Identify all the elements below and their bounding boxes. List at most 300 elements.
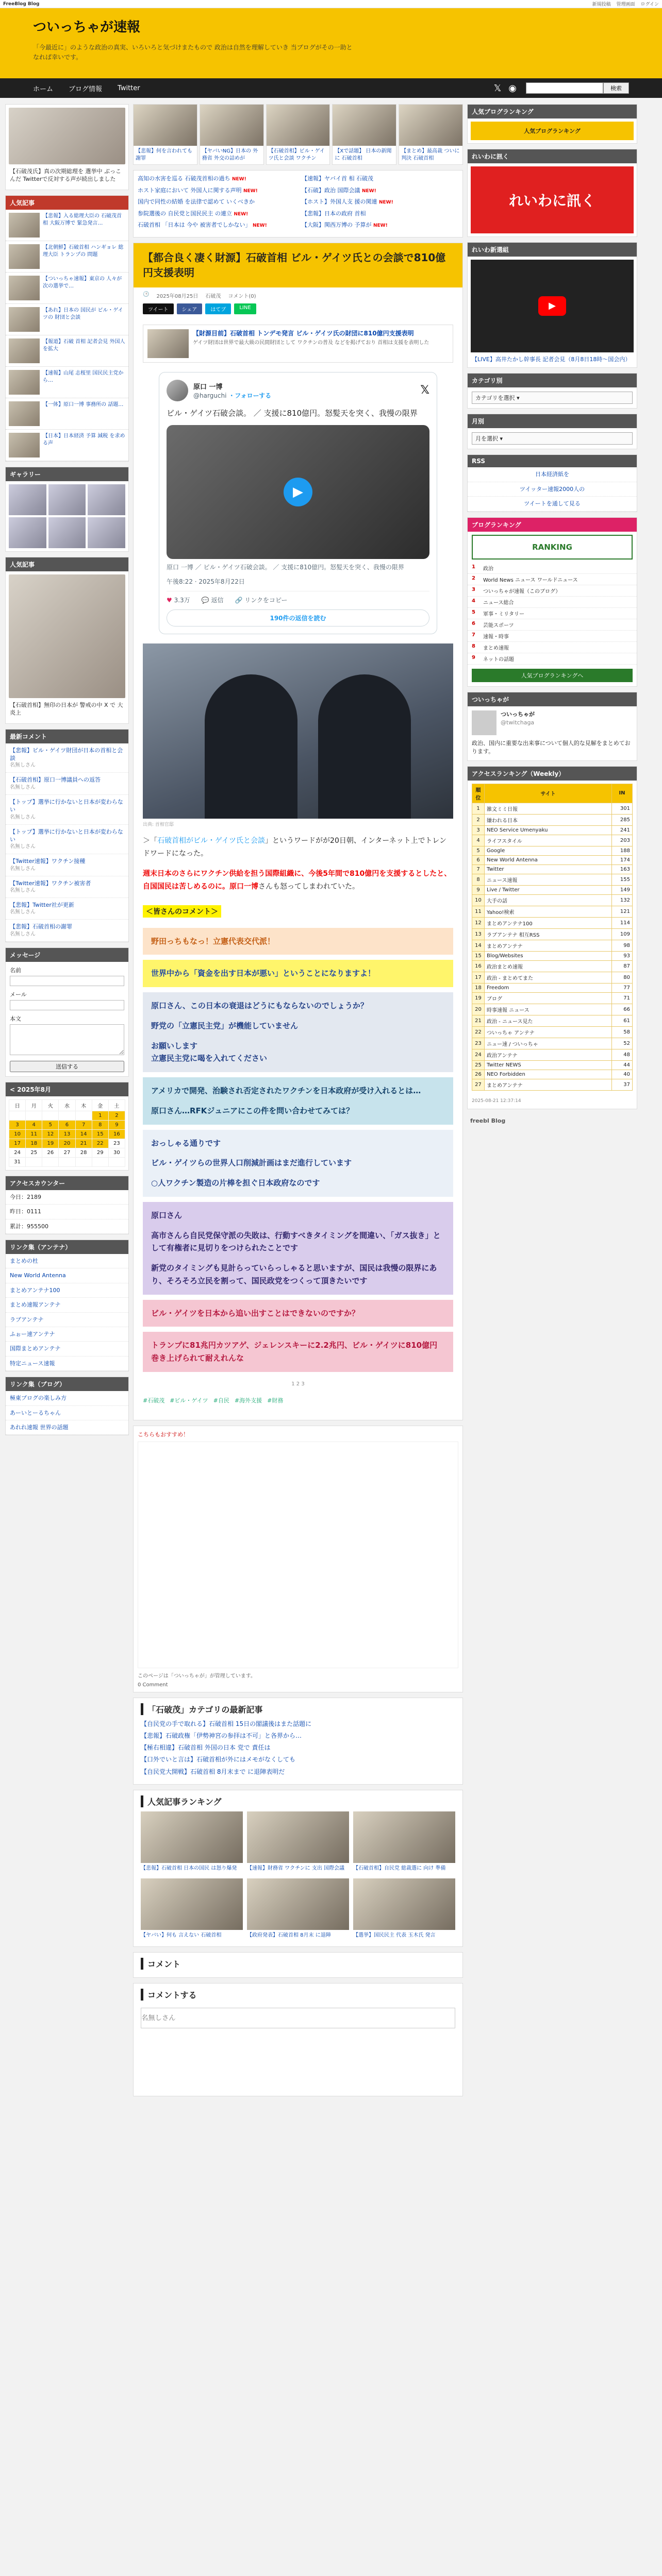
in-cell: 40 xyxy=(612,1070,633,1079)
news-item[interactable] xyxy=(302,198,458,207)
cal-day[interactable]: 19 xyxy=(42,1139,59,1148)
follow-button[interactable]: ・フォローする xyxy=(228,392,272,399)
cal-day[interactable]: 3 xyxy=(9,1120,26,1129)
ranking-row[interactable] xyxy=(468,574,637,585)
tweet-handle[interactable]: @harguchi xyxy=(193,392,227,399)
article xyxy=(133,243,463,1420)
table-row[interactable] xyxy=(472,917,633,928)
news-item[interactable] xyxy=(138,210,294,218)
in-cell: 71 xyxy=(612,992,633,1004)
comment-title: 【Twitter速報】ワクチン接種 xyxy=(10,858,86,865)
cal-day[interactable]: 14 xyxy=(75,1129,92,1139)
news-item[interactable] xyxy=(302,210,458,218)
email-field[interactable] xyxy=(10,1000,124,1010)
grid-article-title: 【悲報】何を言われても 謝罪 xyxy=(136,148,192,161)
comment-count[interactable]: 0 Comment xyxy=(138,1682,168,1688)
gallery-image[interactable] xyxy=(9,517,46,548)
cal-day[interactable]: 15 xyxy=(92,1129,108,1139)
toolbar-admin[interactable]: 管理画面 xyxy=(616,2,635,7)
popular-article[interactable] xyxy=(353,1878,455,1941)
search-button[interactable]: 検索 xyxy=(603,82,629,94)
cal-day xyxy=(42,1157,59,1166)
cal-day: 31 xyxy=(9,1157,26,1166)
cal-day[interactable]: 4 xyxy=(26,1120,42,1129)
chevron-down-icon: ▾ xyxy=(517,395,520,402)
site-cell: Blog/Websites xyxy=(485,951,612,960)
tag[interactable]: #石破茂 xyxy=(143,1397,165,1404)
thumbnail-image xyxy=(134,105,197,146)
col-header: サイト xyxy=(485,784,612,803)
cal-day[interactable]: 20 xyxy=(59,1139,75,1148)
in-cell: 52 xyxy=(612,1038,633,1049)
ranking-button[interactable]: 人気ブログランキングへ xyxy=(472,669,633,682)
access-counter-box xyxy=(5,1176,129,1234)
read-replies-button[interactable]: 190件の返信を読む xyxy=(167,609,429,626)
nav-blog-info[interactable]: ブログ情報 xyxy=(69,85,103,93)
grid-article[interactable] xyxy=(133,104,197,165)
search-input[interactable] xyxy=(526,82,603,94)
popular-grid xyxy=(141,1811,455,1941)
site-cell: Google xyxy=(485,846,612,855)
tweet-timestamp[interactable]: 午後8:22 · 2025年8月22日 xyxy=(167,578,245,585)
rank-number: 3 xyxy=(472,586,475,592)
blog-service-logo[interactable]: FreeBlog Blog xyxy=(3,1,40,7)
category-select-value: カテゴリを選択 xyxy=(475,395,515,402)
cal-day[interactable]: 11 xyxy=(26,1129,42,1139)
comment-line: 新党のタイミングも見計らっていらっしゃると思いますが、国民は我慢の限界にあり、そろそろ立民を割って、国民政党をつくって頂きたいです xyxy=(151,1263,437,1285)
gallery-image[interactable] xyxy=(88,484,125,515)
article-comment-count[interactable]: コメント(0) xyxy=(228,293,256,299)
share-x-button[interactable]: ツイート xyxy=(143,303,174,314)
thumbnail-image xyxy=(9,370,40,395)
toolbar-new-post[interactable]: 新規投稿 xyxy=(592,2,611,7)
gallery-image[interactable] xyxy=(9,484,46,515)
reiwa-box xyxy=(467,149,637,237)
rank-cell: 17 xyxy=(472,972,485,983)
rank-cell: 16 xyxy=(472,960,485,972)
site-cell: Freedom xyxy=(485,983,612,992)
cal-day xyxy=(75,1111,92,1120)
lead2-rest: を担う国際組織に、今後5年間で810億円を支援するとしたと、自国国民は苦しめるのに。 xyxy=(143,870,452,891)
news-item[interactable] xyxy=(138,187,294,195)
grid-article[interactable] xyxy=(266,104,330,165)
comment-user: 名無しさん xyxy=(10,909,36,916)
popular-article[interactable] xyxy=(247,1878,349,1941)
ranking-logo[interactable]: RANKING xyxy=(472,535,633,560)
in-cell: 61 xyxy=(612,1015,633,1026)
table-row[interactable] xyxy=(472,906,633,917)
thumbnail-image xyxy=(247,1811,349,1863)
grid-article[interactable] xyxy=(200,104,264,165)
nav-home[interactable]: ホーム xyxy=(33,85,54,93)
top-article-grid xyxy=(133,104,463,165)
blog-link[interactable]: 極東ブログの楽しみ方 xyxy=(6,1391,128,1405)
body-field[interactable] xyxy=(10,1024,124,1055)
antenna-link[interactable]: まとめの杜 xyxy=(6,1254,128,1268)
table-row[interactable] xyxy=(472,960,633,972)
news-item-title: ホスト家庭において 外国人に関する声明 xyxy=(138,187,242,194)
col-header: IN xyxy=(612,784,633,803)
cal-day[interactable]: 7 xyxy=(75,1120,92,1129)
tag[interactable]: #財務 xyxy=(267,1397,284,1404)
blog-link[interactable]: あれれ速報 世界の話題 xyxy=(6,1420,128,1435)
new-badge: NEW! xyxy=(373,223,388,228)
thumbnail-image xyxy=(353,1878,455,1930)
x-icon[interactable]: 𝕏 xyxy=(493,82,502,94)
share-hatena-button[interactable]: はてブ xyxy=(205,303,231,314)
table-row[interactable] xyxy=(472,835,633,846)
tag[interactable]: #海外支援 xyxy=(234,1397,262,1404)
popular2-box xyxy=(5,557,129,724)
table-row[interactable] xyxy=(472,1038,633,1049)
table-row[interactable] xyxy=(472,1060,633,1070)
profile-handle[interactable]: @twitchaga xyxy=(501,719,535,726)
table-row[interactable] xyxy=(472,972,633,983)
avatar[interactable] xyxy=(167,380,188,401)
grid-article-title: 【Xで話題】 日本の新聞に 石破首相 xyxy=(335,148,392,161)
rank-number: 6 xyxy=(472,620,475,626)
comment-link[interactable] xyxy=(6,898,128,920)
ranking-row[interactable] xyxy=(468,585,637,597)
in-cell: 188 xyxy=(612,846,633,855)
in-cell: 301 xyxy=(612,803,633,814)
tweet-video[interactable] xyxy=(167,425,429,559)
comment-line: 原口さん…RFKジュニアにこの件を問い合わせてみては？ xyxy=(151,1106,354,1115)
table-row[interactable] xyxy=(472,855,633,865)
comment-link[interactable] xyxy=(6,743,128,773)
table-row[interactable] xyxy=(472,1004,633,1015)
blog-ranking-box xyxy=(467,517,637,687)
photo-caption: 出典: 首相官邸 xyxy=(143,822,174,827)
comment-title: 【トップ】選挙に行かないと日本が変わらない xyxy=(10,798,123,814)
reiwa-banner[interactable]: れいわに訊く xyxy=(471,166,634,233)
search-form xyxy=(526,82,629,94)
ranking-row[interactable] xyxy=(468,642,637,653)
in-cell: 241 xyxy=(612,825,633,835)
gallery-box xyxy=(5,467,129,552)
gallery-image[interactable] xyxy=(88,517,125,548)
cal-day[interactable]: 9 xyxy=(108,1120,125,1129)
comment-link[interactable] xyxy=(6,773,128,794)
article-category[interactable]: 石破茂 xyxy=(205,293,221,299)
news-item-title: 【悲報】日本の政府 首相 xyxy=(302,210,366,217)
cal-day: 27 xyxy=(59,1148,75,1157)
comment-form-heading: コメントする xyxy=(141,1989,455,2001)
table-row[interactable] xyxy=(472,1079,633,1090)
table-row[interactable] xyxy=(472,825,633,835)
popular-article[interactable] xyxy=(141,1878,243,1941)
popular-article[interactable] xyxy=(141,1811,243,1874)
table-row[interactable] xyxy=(472,803,633,814)
comment-title: 【悲報】石破首相の謝罪 xyxy=(10,923,72,930)
antenna-link[interactable]: ラブアンテナ xyxy=(6,1313,128,1327)
lead1-prefix: ＞「 xyxy=(143,836,157,845)
comment-link[interactable] xyxy=(6,854,128,876)
cal-day[interactable]: 1 xyxy=(92,1111,108,1120)
toolbar-login[interactable]: ログイン xyxy=(640,2,659,7)
table-row[interactable] xyxy=(472,865,633,874)
youtube-embed[interactable] xyxy=(471,260,634,352)
comment-link[interactable] xyxy=(6,876,128,898)
youtube-play-icon[interactable]: ▶ xyxy=(538,296,566,316)
gallery-heading: ギャラリー xyxy=(6,467,128,481)
cal-day[interactable]: 13 xyxy=(59,1129,75,1139)
left-sidebar xyxy=(5,104,129,2102)
x-logo-icon[interactable]: 𝕏 xyxy=(420,384,429,397)
grid-article-title: 【石破首相】ビル・ゲイツ氏と会談 ワクチン xyxy=(268,148,325,161)
table-row[interactable] xyxy=(472,814,633,825)
ranking-row[interactable] xyxy=(468,631,637,642)
list-item[interactable] xyxy=(6,304,128,335)
access-today: 今日：2189 xyxy=(6,1190,128,1205)
cal-day-header: 火 xyxy=(42,1099,59,1111)
popular-ranking-section xyxy=(133,1790,463,1947)
top-thumb[interactable] xyxy=(6,105,128,190)
profile-box xyxy=(467,692,637,761)
list-item[interactable] xyxy=(6,398,128,430)
like-button[interactable] xyxy=(167,596,190,604)
tweet-author-name[interactable]: 原口 一博 xyxy=(193,383,223,391)
category-select[interactable] xyxy=(472,392,633,404)
avatar[interactable] xyxy=(472,710,496,735)
thumb-caption: 【石破首相】無印の日本が 警戒の中 X で 大炎上 xyxy=(10,701,123,717)
news-item[interactable] xyxy=(138,221,294,230)
reply-button[interactable] xyxy=(202,596,224,604)
rank-cell: 2 xyxy=(472,814,485,825)
category-article-link[interactable]: 【自民党大開戦】石破首相 8月末まで に退陣表明だ xyxy=(141,1768,285,1775)
category-article-link[interactable]: 【口外でいと言は】石破首相が外にはメモがなくしても xyxy=(141,1756,296,1764)
comment-link[interactable] xyxy=(6,920,128,941)
news-item[interactable] xyxy=(138,175,294,183)
lead2-end: さんも怒ってしまわれていた。 xyxy=(258,883,359,891)
service-logo[interactable]: freebl Blog xyxy=(470,1117,506,1125)
antenna-link[interactable]: ふぉー速アンテナ xyxy=(6,1327,128,1342)
news-item[interactable] xyxy=(302,175,458,183)
lead1-link[interactable]: 石破首相がビル・ゲイツ氏と会談 xyxy=(157,836,266,845)
table-row[interactable] xyxy=(472,885,633,894)
cal-day[interactable]: 8 xyxy=(92,1120,108,1129)
in-cell: 109 xyxy=(612,928,633,940)
ranking-row[interactable] xyxy=(468,597,637,608)
rss-box xyxy=(467,454,637,512)
grid-article[interactable] xyxy=(399,104,463,165)
news-item-title: 石破首相 「日本は 今や 被害者でしかない」 xyxy=(138,222,251,228)
comment-user: 名無しさん xyxy=(10,762,36,769)
popular2-thumb[interactable] xyxy=(6,571,128,723)
rank-title: World News ニュース ワールドニュース xyxy=(483,577,578,583)
grid-article-title: 【ヤバいNG】日本の 外務省 外交の詰めが xyxy=(202,148,258,161)
ranking-row[interactable] xyxy=(468,563,637,574)
popular-article[interactable] xyxy=(247,1811,349,1874)
rss-link[interactable]: ツイッター速報2000人の xyxy=(468,482,637,497)
message-box xyxy=(5,947,129,1077)
cal-day[interactable]: 16 xyxy=(108,1129,125,1139)
send-button[interactable]: 送信する xyxy=(10,1061,124,1072)
rank-title: ついっちゃが速報（このブログ） xyxy=(483,588,561,595)
comment-user: 名無しさん xyxy=(10,844,36,850)
cal-day[interactable]: 21 xyxy=(75,1139,92,1148)
cal-day[interactable]: 10 xyxy=(9,1129,26,1139)
table-row[interactable] xyxy=(472,1070,633,1079)
site-cell: Yahoo!検索 xyxy=(485,906,612,917)
article-photo xyxy=(143,643,453,819)
share-facebook-button[interactable]: シェア xyxy=(177,303,203,314)
rank-cell: 18 xyxy=(472,983,485,992)
thumbnail-image xyxy=(9,338,40,363)
ranking-row[interactable] xyxy=(468,653,637,665)
category-article-link[interactable]: 【極右相違】石破首相 外国の日本 党で 責任は xyxy=(141,1744,271,1752)
monthly-box xyxy=(467,414,637,449)
in-cell: 93 xyxy=(612,951,633,960)
site-cell: 政治アンテナ xyxy=(485,1049,612,1060)
table-row[interactable] xyxy=(472,846,633,855)
new-badge: NEW! xyxy=(232,177,246,182)
in-cell: 114 xyxy=(612,917,633,928)
rss-icon[interactable]: ◉ xyxy=(508,82,517,94)
reiwa-heading: れいわに訊く xyxy=(468,149,637,163)
monthly-select[interactable] xyxy=(472,432,633,445)
tag[interactable]: #自民 xyxy=(213,1397,229,1404)
table-row[interactable] xyxy=(472,940,633,951)
cal-day xyxy=(75,1157,92,1166)
popular-blog-box xyxy=(467,104,637,144)
popular-article[interactable] xyxy=(353,1811,455,1874)
cal-day-header: 土 xyxy=(108,1099,125,1111)
youtube-caption[interactable]: 【LIVE】高井たかし幹事長 記者会見（8月8日18時～国会内） xyxy=(472,356,631,363)
table-row[interactable] xyxy=(472,1049,633,1060)
site-title[interactable]: ついっちゃが速報 xyxy=(33,20,141,35)
rank-cell: 14 xyxy=(472,940,485,951)
person-silhouette xyxy=(318,674,411,819)
news-item[interactable] xyxy=(302,221,458,230)
table-row[interactable] xyxy=(472,928,633,940)
list-item[interactable] xyxy=(6,241,128,273)
gallery-image[interactable] xyxy=(48,517,86,548)
thumbnail-image xyxy=(9,574,125,698)
nav-twitter[interactable]: Twitter xyxy=(118,84,140,92)
article-title[interactable]: 【都合良く凄く財源】石破首相 ビル・ゲイツ氏との会談で810億円支援表明 xyxy=(134,243,462,287)
list-item-title: 【ついっちゃ速報】東京の 人々が次の選挙で… xyxy=(43,276,122,289)
comment-line: 野党の「立憲民主党」が機能していません xyxy=(151,1021,299,1030)
news-item[interactable] xyxy=(302,187,458,195)
cal-day: 30 xyxy=(108,1148,125,1157)
profile-name[interactable]: ついっちゃが xyxy=(501,710,535,718)
pagination[interactable]: 1 2 3 xyxy=(291,1381,305,1387)
rank-cell: 15 xyxy=(472,951,485,960)
rss-link[interactable]: ツイートを通して見る xyxy=(468,497,637,511)
cal-day[interactable]: 5 xyxy=(42,1120,59,1129)
in-cell: 132 xyxy=(612,894,633,906)
comment-name-field[interactable] xyxy=(141,2008,455,2028)
antenna-link[interactable]: New World Antenna xyxy=(6,1268,128,1283)
grid-article[interactable] xyxy=(332,104,396,165)
recommend-area[interactable] xyxy=(138,1442,458,1668)
list-item[interactable] xyxy=(6,367,128,398)
comment-line: 高市さんら自民党保守派の失敗は、行動すべきタイミングを間違い、「ガス抜き」として有権者に見切りをつけられたことです xyxy=(151,1230,441,1253)
table-row[interactable] xyxy=(472,992,633,1004)
comment-user: 名無しさん xyxy=(10,888,36,894)
name-label: 名前 xyxy=(10,967,21,974)
lead1-rest: 」というワードがが20日朝、インターネット上でトレンドワードになった。 xyxy=(143,836,446,858)
list-item[interactable] xyxy=(6,273,128,304)
list-item[interactable] xyxy=(6,335,128,367)
table-row[interactable] xyxy=(472,894,633,906)
right-sidebar xyxy=(467,104,637,2102)
in-cell: 44 xyxy=(612,1060,633,1070)
tag[interactable]: #ビル・ゲイツ xyxy=(170,1397,208,1404)
category-article-link[interactable]: 【悲報】石破政権「伊勢神宮の参拝は不可」と各界から… xyxy=(141,1732,302,1739)
heart-icon: ♥ xyxy=(167,596,172,604)
cal-day[interactable]: 2 xyxy=(108,1111,125,1120)
ranking-row[interactable] xyxy=(468,608,637,619)
reply-icon: 💬 xyxy=(201,596,209,604)
rank-cell: 21 xyxy=(472,1015,485,1026)
table-row[interactable] xyxy=(472,1015,633,1026)
site-cell: 政治まとめ速報 xyxy=(485,960,612,972)
table-row[interactable] xyxy=(472,1026,633,1038)
popular2-heading: 人気記事 xyxy=(6,557,128,571)
blog-link[interactable]: あーいとーるちゃん xyxy=(6,1406,128,1420)
name-field[interactable] xyxy=(10,976,124,986)
rank-cell: 4 xyxy=(472,835,485,846)
cal-day[interactable]: 18 xyxy=(26,1139,42,1148)
list-item[interactable] xyxy=(6,210,128,241)
related-title: 【財源目前】石破首相 トンデモ発言 ビル・ゲイツ氏の財団に810億円支援表明 xyxy=(193,329,414,337)
comment-link[interactable] xyxy=(6,795,128,825)
antenna-link[interactable]: まとめアンテナ100 xyxy=(6,1283,128,1298)
cal-day[interactable]: 17 xyxy=(9,1139,26,1148)
table-row[interactable] xyxy=(472,951,633,960)
calendar-heading[interactable]: < 2025年8月 xyxy=(6,1082,128,1096)
play-icon[interactable]: ▶ xyxy=(284,478,312,506)
share-line-button[interactable]: LINE xyxy=(234,303,256,314)
comment-line: ビル・ゲイツを日本から追い出すことはできないのですか？ xyxy=(151,1308,359,1318)
table-row[interactable] xyxy=(472,983,633,992)
site-cell: ニュース速報 xyxy=(485,874,612,885)
antenna-link[interactable]: まとめ速報アンテナ xyxy=(6,1298,128,1312)
global-nav xyxy=(0,78,662,98)
rank-title: 軍事・ミリタリー xyxy=(483,611,524,617)
rss-link[interactable]: 日本経済紙を xyxy=(468,467,637,482)
comment-line: ビル・ゲイツらの世界人口削減計画はまだ進行しています xyxy=(151,1158,352,1168)
site-cell: まとめアンテナ100 xyxy=(485,917,612,928)
ranking-banner[interactable]: 人気ブログランキング xyxy=(471,122,634,140)
rank-cell: 10 xyxy=(472,894,485,906)
site-cell: 政治 - まとめてまた xyxy=(485,972,612,983)
ranking-row[interactable] xyxy=(468,619,637,631)
clock-icon: 🕒 xyxy=(143,291,150,297)
cal-day[interactable]: 12 xyxy=(42,1129,59,1139)
thumbnail-image xyxy=(247,1878,349,1930)
thumbnail-image xyxy=(141,1878,243,1930)
category-article-link[interactable]: 【自民党の手で取れる】石破首相 15日の閣議後はまた話題に xyxy=(141,1720,312,1727)
cal-day[interactable]: 6 xyxy=(59,1120,75,1129)
news-item[interactable] xyxy=(138,198,294,207)
gallery-image[interactable] xyxy=(48,484,86,515)
cal-day[interactable]: 22 xyxy=(92,1139,108,1148)
list-item[interactable] xyxy=(6,430,128,461)
copy-link-button[interactable] xyxy=(235,596,287,604)
comment-block xyxy=(143,960,453,987)
comment-block xyxy=(143,1077,453,1125)
rank-title: 政治 xyxy=(483,566,493,572)
antenna-link[interactable]: 特定ニュース速報 xyxy=(6,1357,128,1371)
table-row[interactable] xyxy=(472,874,633,885)
list-item-title: 【悲報】入る総理大臣の 石破茂首相 大阪万博で 緊急発言… xyxy=(43,213,122,226)
antenna-link[interactable]: 国際まとめアンテナ xyxy=(6,1342,128,1356)
comment-link[interactable] xyxy=(6,825,128,855)
related-article-card[interactable] xyxy=(143,325,453,363)
